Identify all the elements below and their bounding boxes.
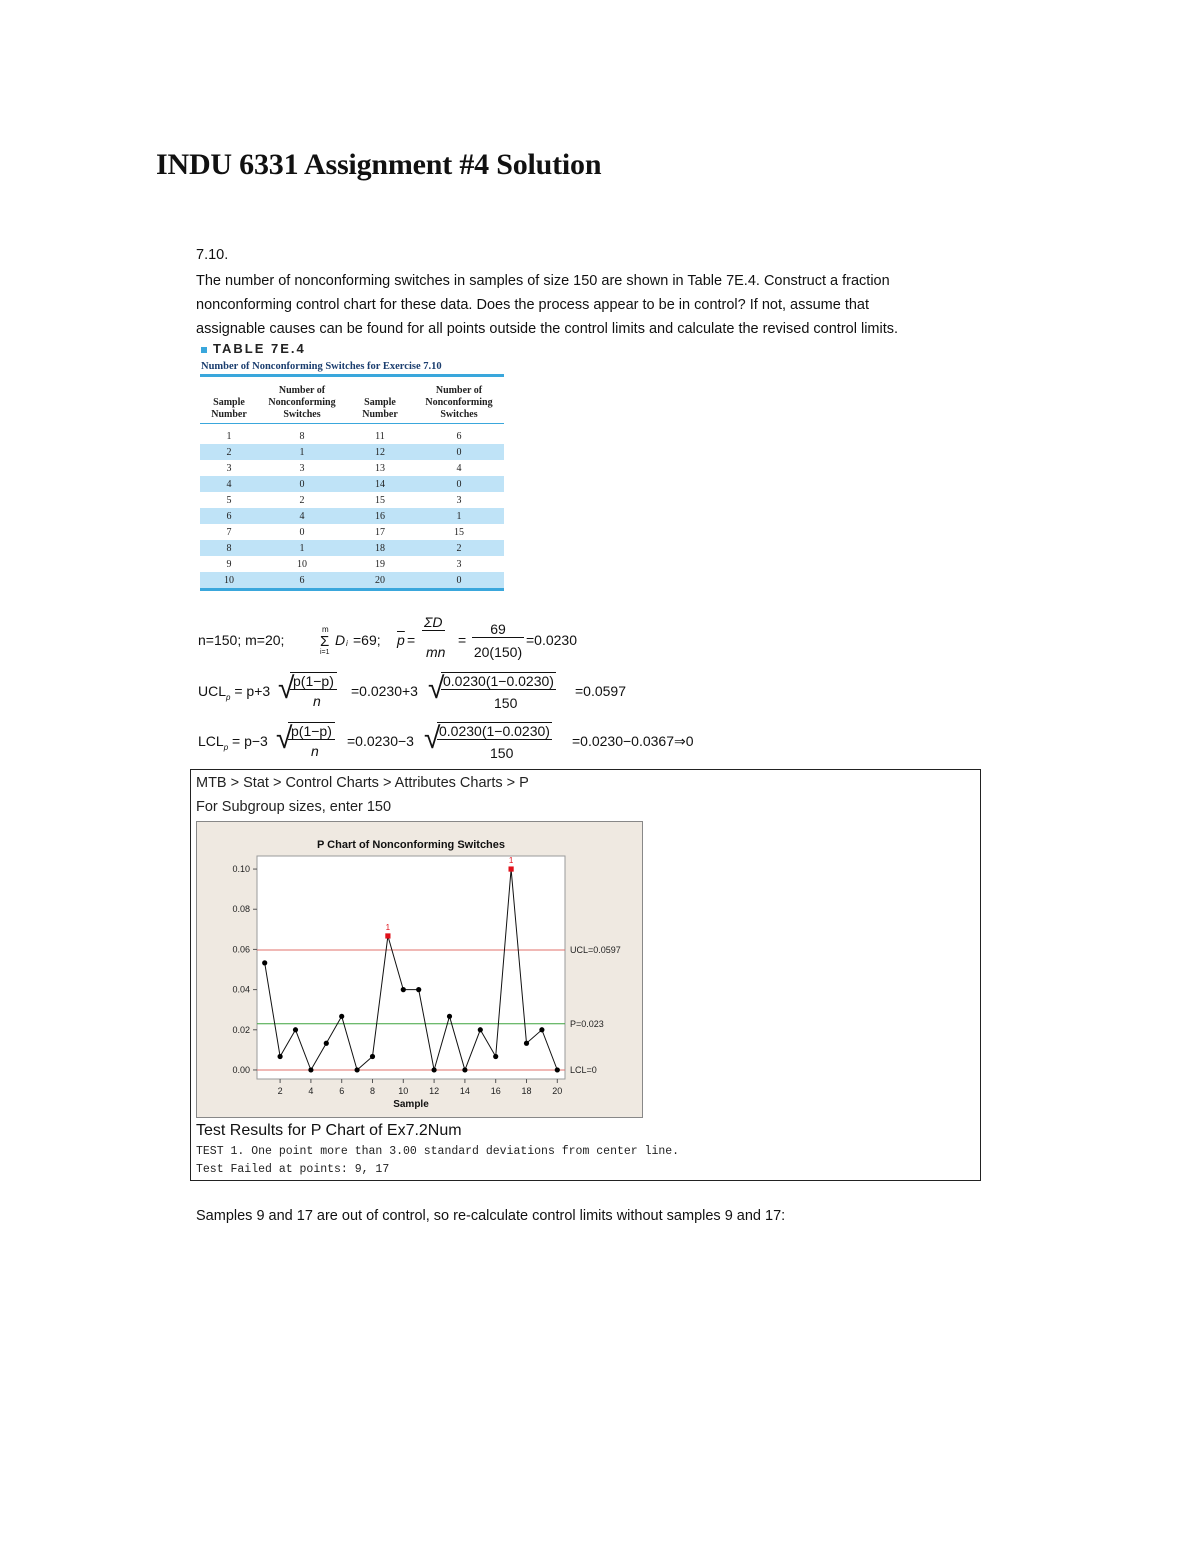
x-tick-label: 12 [429,1086,440,1096]
y-tick-label: 0.10 [232,864,250,875]
table-cell: 0 [299,526,305,538]
lcl-sub: p [223,742,229,752]
lcl-sqrt-num: p(1−p) [288,722,335,740]
data-point [308,1067,313,1072]
table-cell: 8 [299,430,305,442]
table-row [200,524,504,540]
x-axis-label: Sample [393,1099,429,1110]
sum-sub: i [346,639,348,648]
center-label: P=0.023 [570,1018,604,1029]
pbar-equation: n=150; m=20; m Σ i=1 D i =69; $\overline{p}$ = ΣD mn = 69 20(150) =0.0230 [198,614,577,660]
sum-expr: D [335,632,346,648]
data-point [324,1041,329,1046]
chart-title: P Chart of Nonconforming Switches [316,839,506,851]
lcl-expr: = p−3 [228,733,268,749]
table-cell: 1 [299,542,305,554]
y-tick-label: 0.02 [232,1024,250,1035]
table-row [200,556,504,572]
lcl-label: LCL [198,733,224,749]
data-point [524,1041,529,1046]
table-cell: 1 [456,510,462,522]
table-row [200,492,504,508]
table-header: Number of Nonconforming Switches [268,385,336,420]
data-point [493,1054,498,1059]
table-cell: 2 [299,494,305,506]
y-tick-label: 0.08 [232,904,250,915]
table-cell: 16 [375,510,385,522]
subgroup-instruction: For Subgroup sizes, enter 150 [196,799,392,815]
table-cell: 6 [456,430,462,442]
table-header: Sample Number [211,397,247,420]
table-cell: 0 [456,478,462,490]
plot-area [257,856,565,1079]
table-row [200,460,504,476]
table-row [200,424,504,445]
table-cell: 0 [456,446,462,458]
data-point [447,1014,452,1019]
lcl-equation [198,721,758,765]
table-cell: 18 [375,542,385,554]
lcl-den: 150 [490,745,514,761]
table-cell: 1 [226,430,232,442]
test-line-1: TEST 1. One point more than 3.00 standard deviations from center line. [196,1145,680,1158]
ucl-den: 150 [494,695,518,711]
table-cell: 0 [456,574,462,586]
problem-line-1: The number of nonconforming switches in samples of size 150 are shown in Table 7E.4. Construct a fraction [196,273,890,289]
pbar-symbol: $\overline{p}$ [397,632,405,648]
frac1-num: ΣD [424,614,443,630]
table-cell: 19 [375,558,385,570]
minitab-menu-path: MTB > Stat > Control Charts > Attributes Charts > P [196,775,529,791]
table-cell: 6 [226,510,232,522]
data-point [278,1054,283,1059]
table-cell: 4 [299,510,305,522]
lcl-result: =0.0230−0.0367⇒0 [572,733,694,749]
table-cell: 3 [456,494,462,506]
data-point [555,1067,560,1072]
y-tick-label: 0.04 [232,984,250,995]
out-of-control-flag: 1 [508,856,514,866]
data-point [478,1027,483,1032]
table-cell: 4 [226,478,232,490]
sqrt-icon: √ [276,722,293,755]
sum-sign-icon: Σ [320,633,330,650]
table-cell: 3 [299,462,305,474]
ucl-sqrt-den: n [313,693,321,709]
sqrt-icon: √ [424,722,441,755]
table-label [201,341,306,356]
table-caption: Number of Nonconforming Switches for Exercise 7.10 [201,361,442,372]
data-point [462,1067,467,1072]
table-row [200,476,504,492]
data-point [401,987,406,992]
problem-number: 7.10. [196,247,229,263]
sum-value: =69; [353,632,381,648]
x-tick-label: 10 [398,1086,409,1096]
table-cell: 8 [226,542,232,554]
test-results-heading: Test Results for P Chart of Ex7.2Num [196,1122,462,1139]
x-tick-label: 8 [369,1086,376,1096]
data-point [539,1027,544,1032]
table-row [200,540,504,556]
y-tick-label: 0.06 [232,944,250,955]
table-cell: 13 [375,462,385,474]
ucl-sub: p [226,692,231,702]
table-cell: 1 [299,446,305,458]
ucl-label: UCL [198,683,227,699]
table-cell: 17 [375,526,385,538]
ucl-expr: = p+3 [230,683,271,699]
switches-table [200,374,504,591]
out-of-control-point [509,866,514,871]
data-point [370,1054,375,1059]
data-point [432,1067,437,1072]
ucl-num: 0.0230(1−0.0230) [443,673,554,689]
table-row [200,572,504,590]
table-cell: 7 [226,526,232,538]
table-cell: 12 [375,446,385,458]
table-cell: 9 [226,558,232,570]
table-cell: 6 [299,574,305,586]
conclusion-text: Samples 9 and 17 are out of control, so re-calculate control limits without samples 9 and 17: [196,1208,786,1224]
frac2-num: 69 [472,621,524,638]
y-tick-label: 0.00 [232,1064,250,1075]
problem-line-3: assignable causes can be found for all points outside the control limits and calculate the revised control limits. [196,321,899,337]
table-cell: 11 [375,430,385,442]
x-tick-label: 20 [552,1086,563,1096]
ucl-mid: =0.0230+3 [351,683,418,699]
x-tick-label: 18 [521,1086,532,1096]
problem-line-2: nonconforming control chart for these data. Does the process appear to be in control? If not, assume that [196,297,870,313]
lcl-label: LCL=0 [570,1064,597,1075]
ucl-result: =0.0597 [575,683,626,699]
sum-top: m [322,625,329,634]
data-point [416,987,421,992]
table-row [200,508,504,524]
data-point [355,1067,360,1072]
table-cell: 15 [375,494,385,506]
table-cell: 2 [456,542,462,554]
pbar-value: =0.0230 [526,632,577,648]
table-cell: 15 [454,526,464,538]
table-header-row [200,376,504,424]
table-row [200,444,504,460]
p-chart-panel [196,821,643,1118]
data-point [262,960,267,965]
table-cell: 20 [375,574,385,586]
ucl-sqrt-num: p(1−p) [290,672,337,690]
frac2-den: 20(150) [473,644,523,660]
ucl-equation [198,671,658,715]
table-cell: 10 [297,558,307,570]
x-tick-label: 14 [459,1086,470,1096]
table-cell: 2 [226,446,232,458]
table-cell: 3 [456,558,462,570]
x-tick-label: 16 [490,1086,501,1096]
lcl-sqrt-den: n [311,743,319,759]
test-line-2: Test Failed at points: 9, 17 [196,1163,390,1176]
sqrt-icon: √ [278,672,295,705]
n-m-values: n=150; m=20; [198,632,285,648]
lcl-num: 0.0230(1−0.0230) [439,723,550,739]
out-of-control-point [385,933,390,938]
out-of-control-flag: 1 [385,922,391,932]
x-tick-label: 2 [277,1086,283,1096]
data-point [293,1027,298,1032]
page-title: INDU 6331 Assignment #4 Solution [156,148,602,181]
sqrt-icon: √ [428,672,445,705]
ucl-label: UCL=0.0597 [570,945,621,956]
sum-bottom: i=1 [320,649,330,656]
lcl-mid: =0.0230−3 [347,733,414,749]
table-cell: 3 [226,462,232,474]
data-point [339,1014,344,1019]
table-cell: 10 [224,574,234,586]
bullet-square-icon [201,347,207,353]
table-cell: 14 [375,478,385,490]
frac1-den: mn [426,644,446,660]
table-cell: 4 [456,462,462,474]
table-cell: 0 [299,478,305,490]
x-tick-label: 6 [339,1086,345,1096]
table-cell: 5 [226,494,232,506]
table-label-text: TABLE 7E.4 [213,341,306,356]
table-header: Sample Number [362,397,398,420]
x-tick-label: 4 [308,1086,314,1096]
table-header: Number of Nonconforming Switches [425,385,493,420]
p-chart [197,822,642,1117]
